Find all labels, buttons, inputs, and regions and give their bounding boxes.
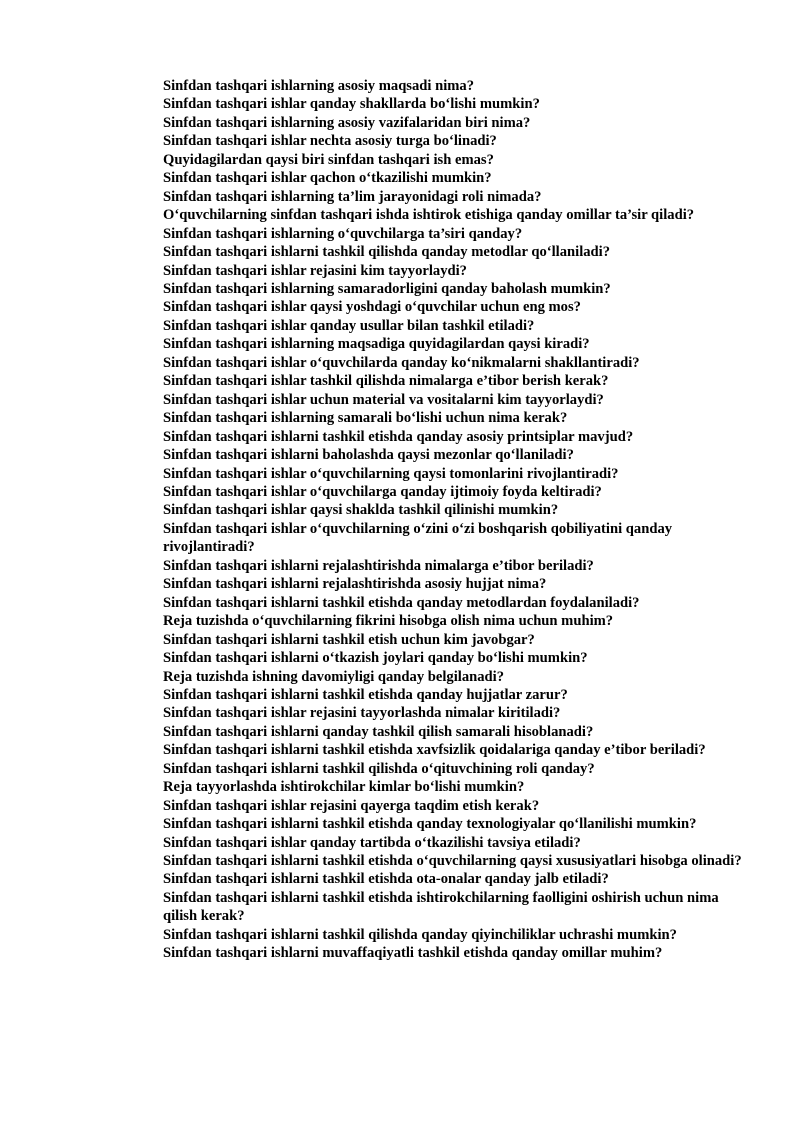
question-item: Sinfdan tashqari ishlar nechta asosiy turga bo‘linadi? [163, 133, 497, 150]
question-item: O‘quvchilarning sinfdan tashqari ishda ishtirok etishiga qanday omillar ta’sir qiladi? [163, 207, 695, 224]
question-item: Sinfdan tashqari ishlar o‘quvchilarning qaysi tomonlarini rivojlantiradi? [163, 465, 619, 482]
question-item: Sinfdan tashqari ishlarni rejalashtirishda nimalarga e’tibor beriladi? [163, 557, 594, 574]
question-item: Sinfdan tashqari ishlarni tashkil etishda qanday hujjatlar zarur? [163, 686, 568, 703]
question-item: Sinfdan tashqari ishlarni rejalashtirishda asosiy hujjat nima? [163, 576, 547, 593]
question-item: Sinfdan tashqari ishlarni tashkil etishda qanday metodlardan foydalaniladi? [163, 594, 640, 611]
question-item: Sinfdan tashqari ishlarni tashkil etishda ishtirokchilarning faolligini oshirish uchun nima qilish kerak? [163, 889, 719, 925]
question-item: Sinfdan tashqari ishlar qanday shakllarda bo‘lishi mumkin? [163, 96, 540, 113]
question-item: Sinfdan tashqari ishlar rejasini tayyorlashda nimalar kiritiladi? [163, 705, 561, 722]
question-item: Sinfdan tashqari ishlar o‘quvchilarga qanday ijtimoiy foyda keltiradi? [163, 483, 602, 500]
question-item: Sinfdan tashqari ishlarning samaradorligini qanday baholash mumkin? [163, 280, 611, 297]
question-item: Reja tuzishda o‘quvchilarning fikrini hisobga olish nima uchun muhim? [163, 613, 614, 630]
question-item: Sinfdan tashqari ishlarning maqsadiga quyidagilardan qaysi kiradi? [163, 336, 590, 353]
question-item: Sinfdan tashqari ishlarning ta’lim jarayonidagi roli nimada? [163, 188, 542, 205]
question-item: Sinfdan tashqari ishlarni tashkil etishda xavfsizlik qoidalariga qanday e’tibor beriladi? [163, 742, 706, 759]
question-item: Sinfdan tashqari ishlarni tashkil etish uchun kim javobgar? [163, 631, 535, 648]
question-item: Sinfdan tashqari ishlar qaysi shaklda tashkil qilinishi mumkin? [163, 502, 559, 519]
question-item: Sinfdan tashqari ishlarni tashkil etishda o‘quvchilarning qaysi xususiyatlari hisobga olinadi? [163, 853, 742, 870]
question-item: Sinfdan tashqari ishlarni tashkil etishda qanday asosiy printsiplar mavjud? [163, 428, 634, 445]
question-item: Sinfdan tashqari ishlar qaysi yoshdagi o‘quvchilar uchun eng mos? [163, 299, 581, 316]
question-item: Sinfdan tashqari ishlarni tashkil etishda ota-onalar qanday jalb etiladi? [163, 871, 609, 888]
question-item: Sinfdan tashqari ishlar o‘quvchilarning o‘zini o‘zi boshqarish qobiliyatini qanday rivojlantiradi? [163, 520, 673, 556]
question-item: Sinfdan tashqari ishlarni baholashda qaysi mezonlar qo‘llaniladi? [163, 447, 574, 464]
question-item: Sinfdan tashqari ishlarni tashkil qilishda o‘qituvchining roli qanday? [163, 760, 595, 777]
question-item: Sinfdan tashqari ishlarning asosiy vazifalaridan biri nima? [163, 114, 531, 131]
question-item: Sinfdan tashqari ishlarni tashkil etishda qanday texnologiyalar qo‘llanilishi mumkin? [163, 816, 697, 833]
question-item: Reja tayyorlashda ishtirokchilar kimlar bo‘lishi mumkin? [163, 779, 525, 796]
question-item: Sinfdan tashqari ishlar rejasini kim tayyorlaydi? [163, 262, 467, 279]
question-item: Sinfdan tashqari ishlar uchun material va vositalarni kim tayyorlaydi? [163, 391, 604, 408]
question-item: Sinfdan tashqari ishlar tashkil qilishda nimalarga e’tibor berish kerak? [163, 373, 609, 390]
question-item: Sinfdan tashqari ishlar qachon o‘tkazilishi mumkin? [163, 170, 492, 187]
question-item: Sinfdan tashqari ishlar qanday usullar bilan tashkil etiladi? [163, 317, 535, 334]
question-item: Sinfdan tashqari ishlarni tashkil qilishda qanday metodlar qo‘llaniladi? [163, 244, 611, 261]
question-item: Sinfdan tashqari ishlarning o‘quvchilarga ta’siri qanday? [163, 225, 523, 242]
question-item: Sinfdan tashqari ishlarni o‘tkazish joylari qanday bo‘lishi mumkin? [163, 650, 588, 667]
question-item: Sinfdan tashqari ishlar rejasini qayerga taqdim etish kerak? [163, 797, 540, 814]
question-item: Quyidagilardan qaysi biri sinfdan tashqari ish emas? [163, 151, 494, 168]
question-item: Sinfdan tashqari ishlarning asosiy maqsadi nima? [163, 78, 475, 94]
question-item: Reja tuzishda ishning davomiyligi qanday belgilanadi? [163, 668, 505, 685]
question-item: Sinfdan tashqari ishlarni muvaffaqiyatli tashkil etishda qanday omillar muhim? [163, 945, 663, 962]
question-item: Sinfdan tashqari ishlarning samarali bo‘lishi uchun nima kerak? [163, 410, 568, 427]
question-item: Sinfdan tashqari ishlar qanday tartibda o‘tkazilishi tavsiya etiladi? [163, 834, 581, 851]
question-item: Sinfdan tashqari ishlar o‘quvchilarda qanday ko‘nikmalarni shakllantiradi? [163, 354, 640, 371]
question-item: Sinfdan tashqari ishlarni qanday tashkil qilish samarali hisoblanadi? [163, 723, 594, 740]
question-item: Sinfdan tashqari ishlarni tashkil qilishda qanday qiyinchiliklar uchrashi mumkin? [163, 926, 677, 943]
question-list [163, 77, 748, 963]
